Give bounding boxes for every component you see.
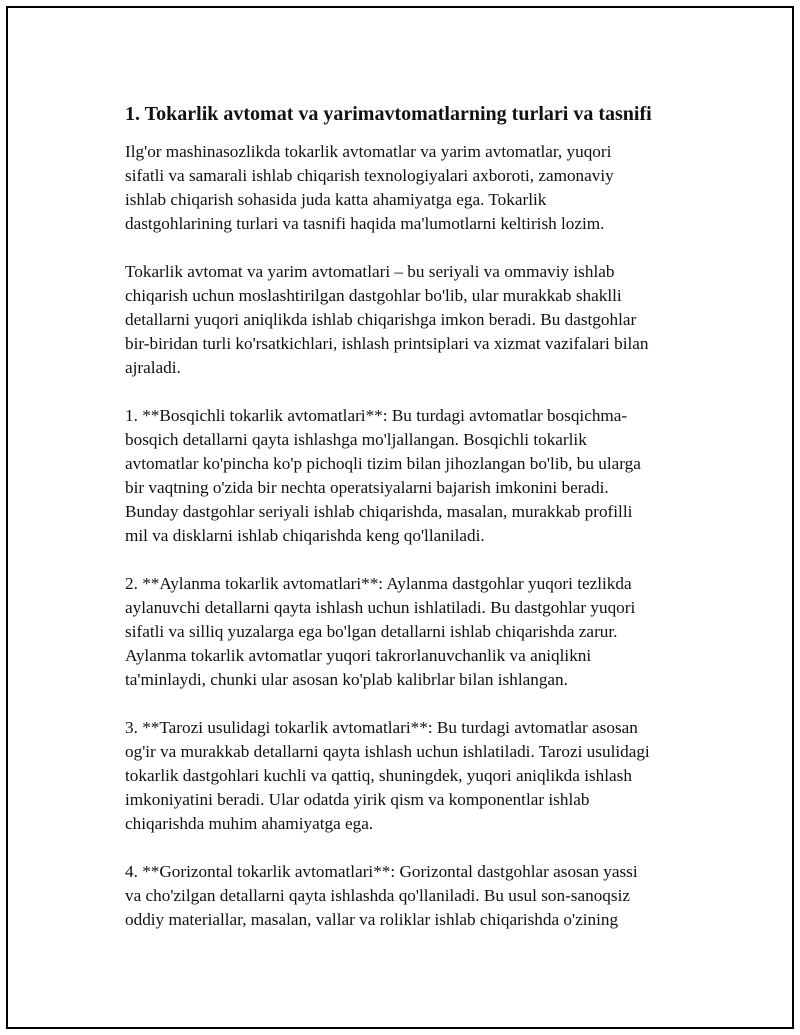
- paragraph-definition: Tokarlik avtomat va yarim avtomatlari – bu seriyali va ommaviy ishlab chiqarish uchun moslashtirilgan dastgohlar bo'lib, ular murakkab shaklli detallarni yuqori aniqlikda ishlab chiqarishga imkon beradi. Bu dastgohlar bir-biridan turli ko'rsatkichlari, ishlash printsiplari va xizmat vazifalari bilan ajraladi.: [125, 262, 649, 377]
- document-body: [125, 101, 705, 956]
- paragraph-intro: Ilg'or mashinasozlikda tokarlik avtomatlar va yarim avtomatlar, yuqori sifatli va samarali ishlab chiqarish texnologiyalari axboroti, zamonaviy ishlab chiqarish sohasida juda katta ahamiyatga ega. Tokarlik dastgohlarining turlari va tasnifi haqida ma'lumotlarni keltirish lozim.: [125, 142, 614, 233]
- document-title: 1. Tokarlik avtomat va yarimavtomatlarning turlari va tasnifi: [125, 103, 652, 125]
- paragraph-item-2: 2. **Aylanma tokarlik avtomatlari**: Aylanma dastgohlar yuqori tezlikda aylanuvchi detallarni qayta ishlash uchun ishlatiladi. Bu dastgohlar yuqori sifatli va silliq yuzalarga ega bo'lgan detallarni ishlab chiqarishda zarur. Aylanma tokarlik avtomatlar yuqori takrorlanuvchanlik va aniqlikni ta'minlaydi, chunki ular asosan ko'plab kalibrlar bilan ishlangan.: [125, 574, 636, 689]
- paragraph-item-3: 3. **Tarozi usulidagi tokarlik avtomatlari**: Bu turdagi avtomatlar asosan og'ir va murakkab detallarni qayta ishlash uchun ishlatiladi. Tarozi usulidagi tokarlik dastgohlari kuchli va qattiq, shuningdek, yuqori aniqlikda ishlash imkoniyatini beradi. Ular odatda yirik qism va komponentlar ishlab chiqarishda muhim ahamiyatga ega.: [125, 718, 650, 833]
- paragraph-item-1: 1. **Bosqichli tokarlik avtomatlari**: Bu turdagi avtomatlar bosqichma- bosqich detallarni qayta ishlashga mo'ljallangan. Bosqichli tokarlik avtomatlar ko'pincha ko'p pichoqli tizim bilan jihozlangan bo'lib, bu ularga bir vaqtning o'zida bir nechta operatsiyalarni bajarish imkonini beradi. Bunday dastgohlar seriyali ishlab chiqarishda, masalan, murakkab profilli mil va disklarni ishlab chiqarishda keng qo'llaniladi.: [125, 406, 641, 545]
- paragraph-item-4: 4. **Gorizontal tokarlik avtomatlari**: Gorizontal dastgohlar asosan yassi va cho'zilgan detallarni qayta ishlashda qo'llaniladi. Bu usul son-sanoqsiz oddiy materiallar, masalan, vallar va roliklar ishlab chiqarishda o'zining: [125, 862, 638, 929]
- page-frame: [6, 6, 794, 1029]
